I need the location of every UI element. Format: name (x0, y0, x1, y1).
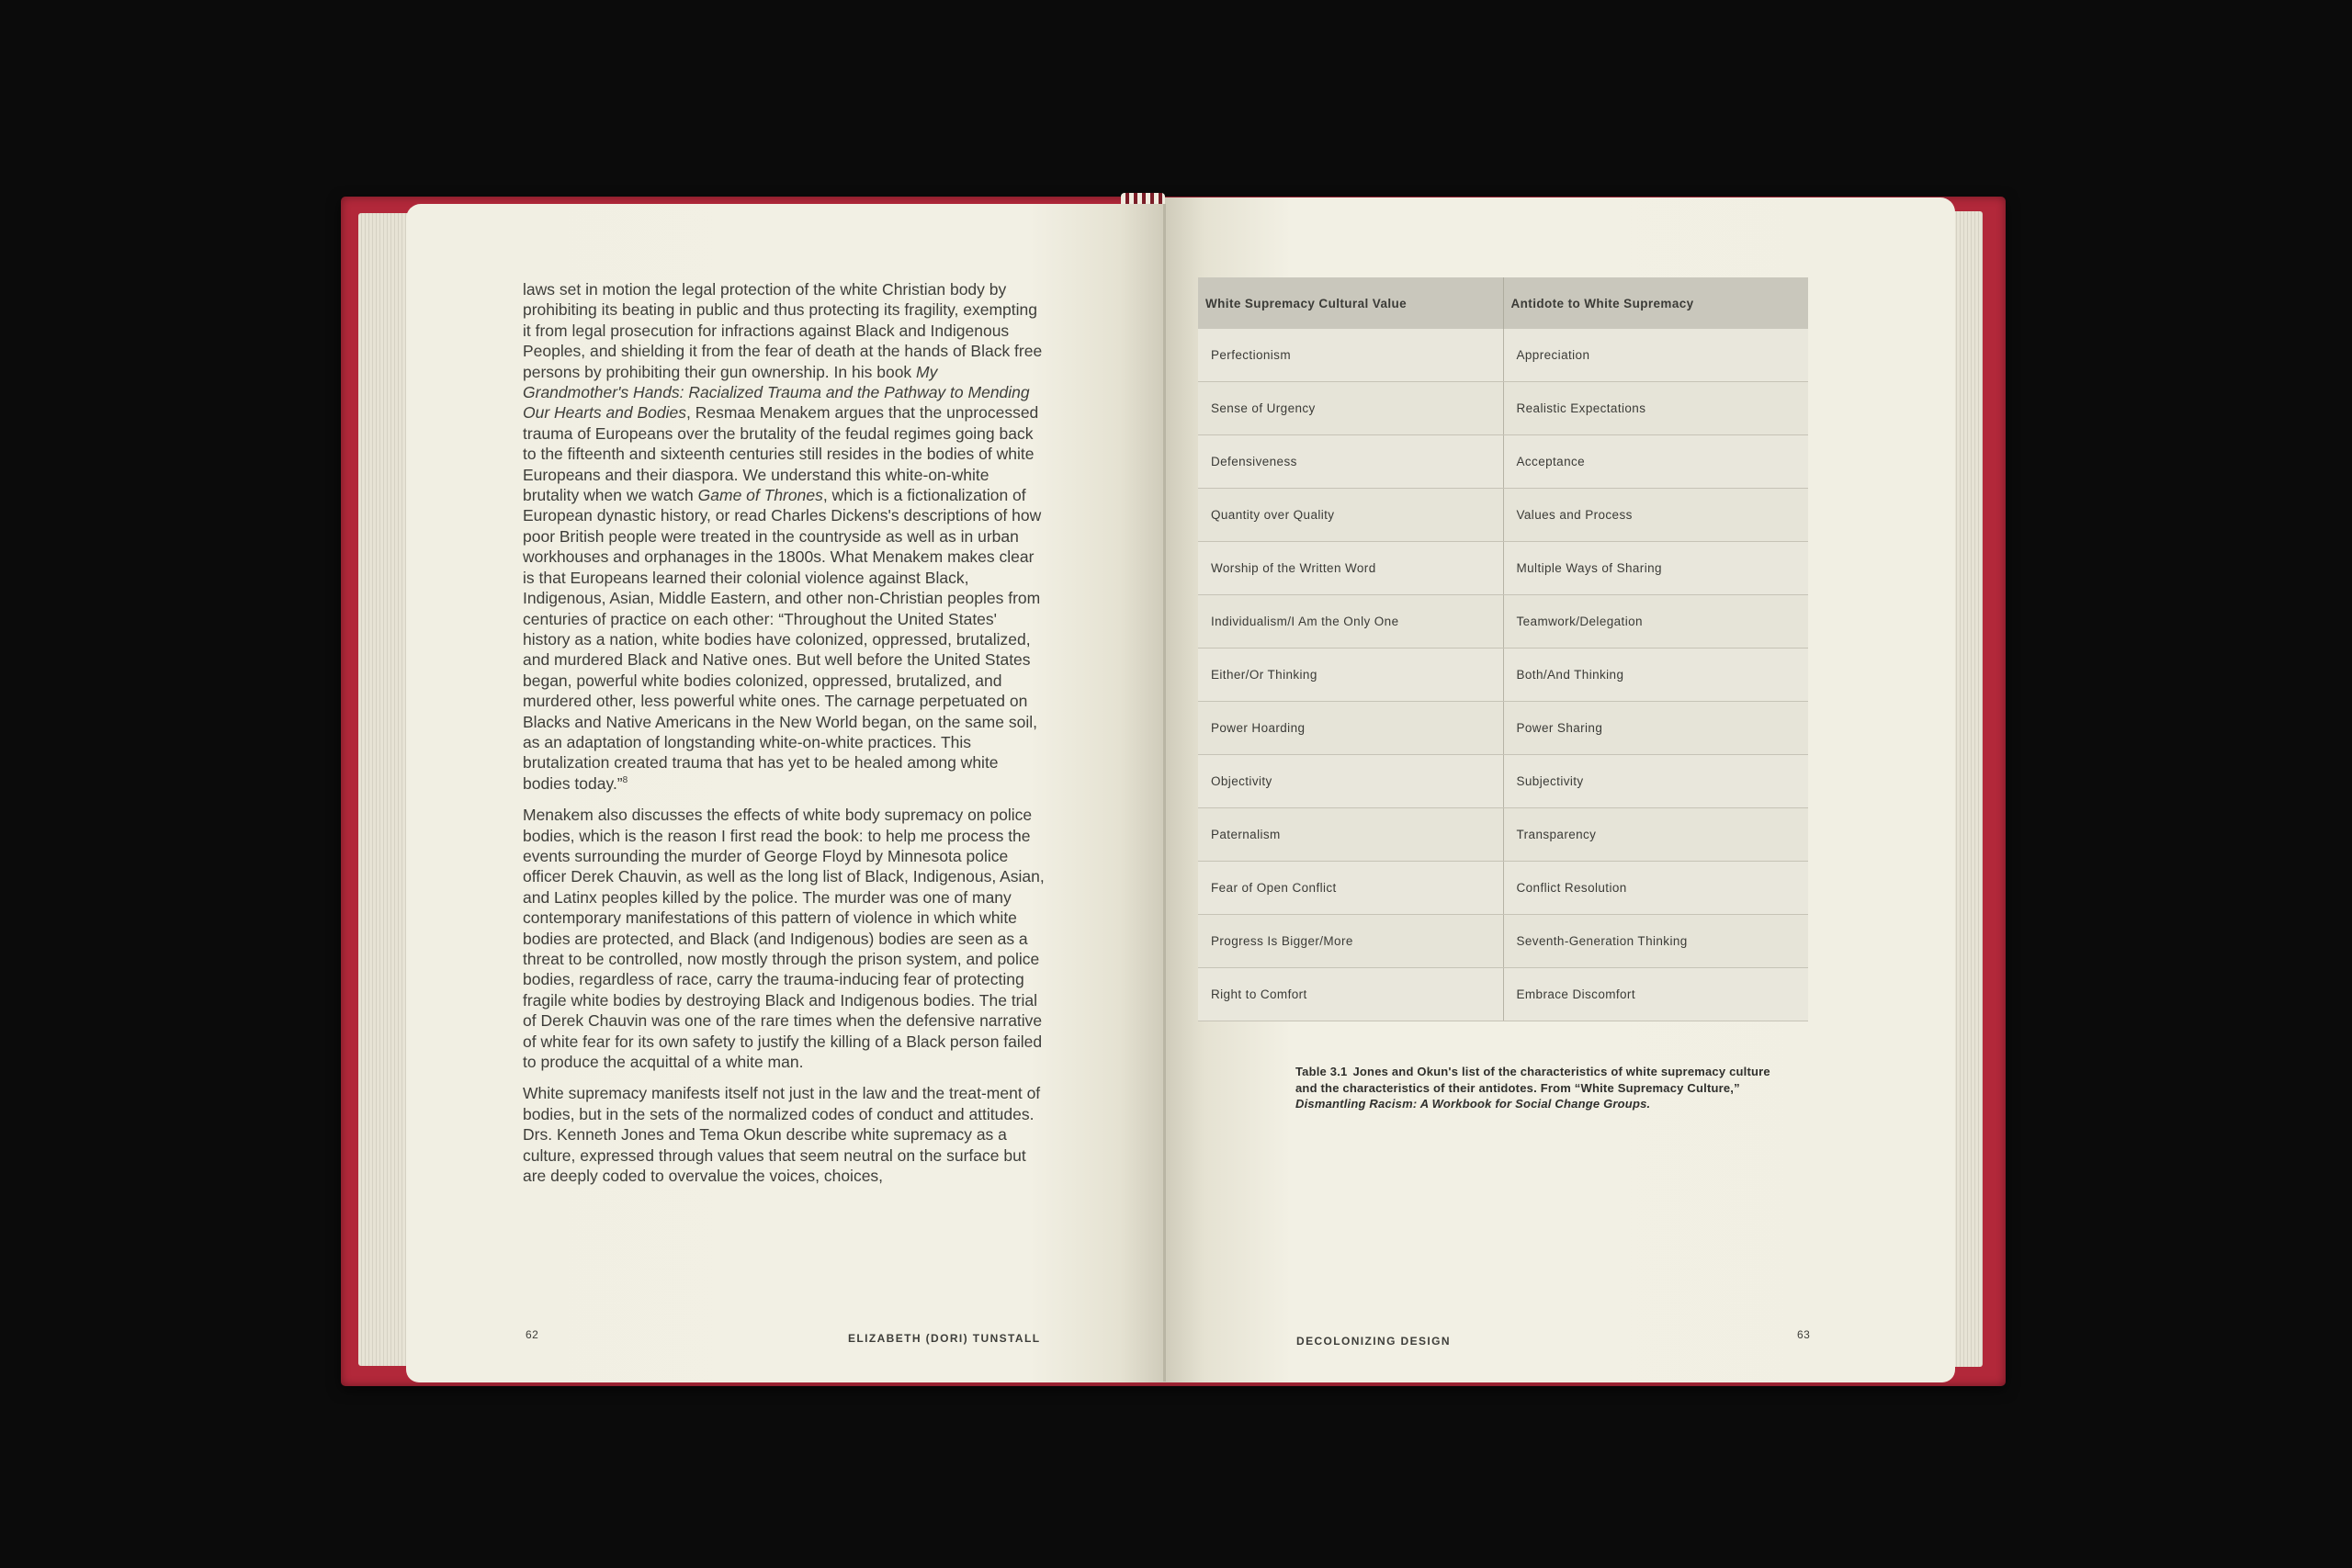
table-row (1198, 435, 1808, 489)
cell-cultural-value: Objectivity (1198, 755, 1503, 808)
table-row (1198, 862, 1808, 915)
cell-cultural-value: Perfectionism (1198, 329, 1503, 382)
table-row (1198, 542, 1808, 595)
cell-cultural-value: Defensiveness (1198, 435, 1503, 489)
cell-antidote: Both/And Thinking (1503, 649, 1808, 702)
cell-antidote: Realistic Expectations (1503, 382, 1808, 435)
cell-antidote: Transparency (1503, 808, 1808, 862)
cell-antidote: Values and Process (1503, 489, 1808, 542)
cell-antidote: Acceptance (1503, 435, 1808, 489)
cell-antidote: Conflict Resolution (1503, 862, 1808, 915)
show-title: Game of Thrones (697, 486, 823, 505)
cell-antidote: Power Sharing (1503, 702, 1808, 755)
cell-antidote: Multiple Ways of Sharing (1503, 542, 1808, 595)
cell-cultural-value: Worship of the Written Word (1198, 542, 1503, 595)
values-table (1198, 277, 1808, 1021)
cell-cultural-value: Either/Or Thinking (1198, 649, 1503, 702)
cell-cultural-value: Right to Comfort (1198, 968, 1503, 1021)
cell-cultural-value: Paternalism (1198, 808, 1503, 862)
table-row (1198, 489, 1808, 542)
table-row (1198, 755, 1808, 808)
table-row (1198, 968, 1808, 1021)
book-title: My Grandmother's Hands: Racialized Trauma and the Pathway to Mending Our Hearts and Bodies (523, 362, 1030, 423)
paragraph-3: White supremacy manifests itself not just in the law and the treat-ment of bodies, but in the sets of the normalized codes of conduct and attitudes. Drs. Kenneth Jones and Tema Okun describe white supremacy as a culture, expressed through values that seem neutral on the surface but are deeply coded to overvalue the voices, choices, (523, 1084, 1041, 1186)
cell-antidote: Subjectivity (1503, 755, 1808, 808)
running-head-right: DECOLONIZING DESIGN (1296, 1335, 1451, 1348)
cell-antidote: Appreciation (1503, 329, 1808, 382)
footnote-ref[interactable]: 8 (622, 774, 628, 785)
table-row (1198, 702, 1808, 755)
gutter (1163, 204, 1166, 1382)
table-row (1198, 595, 1808, 649)
paragraph-2: Menakem also discusses the effects of white body supremacy on police bodies, which is the reason I first read the book: to help me process the events surrounding the murder of George Floyd by Minnesota police officer Derek Chauvin, as well as the long list of Black, Indigenous, Asian, and Latinx peoples killed by the police. The murder was one of many contemporary manifestations of this pattern of violence in which white bodies are protected, and Black (and Indigenous) bodies are seen as a threat to be controlled, now mostly through the prison system, and police bodies, regardless of race, carry the trauma-inducing fear of protecting fragile white bodies by destroying Black and Indigenous bodies. The trial of Derek Chauvin was one of the rare times when the defensive narrative of white fear for its own safety to justify the killing of a Black person failed to produce the acquittal of a white man. (523, 806, 1045, 1072)
left-page-body (523, 279, 1046, 1197)
cell-cultural-value: Power Hoarding (1198, 702, 1503, 755)
table-caption (1295, 1064, 1792, 1112)
caption-source: Dismantling Racism: A Workbook for Social Change Groups. (1295, 1097, 1651, 1111)
table-row (1198, 329, 1808, 382)
table-row (1198, 915, 1808, 968)
caption-text: Jones and Okun's list of the characteristics of white supremacy culture and the characteristics of their antidotes. From “White Supremacy Culture,” (1295, 1065, 1770, 1095)
caption-label: Table 3.1 (1295, 1065, 1348, 1078)
table-row (1198, 382, 1808, 435)
cell-cultural-value: Quantity over Quality (1198, 489, 1503, 542)
cell-cultural-value: Individualism/I Am the Only One (1198, 595, 1503, 649)
cell-cultural-value: Sense of Urgency (1198, 382, 1503, 435)
paragraph-1: laws set in motion the legal protection of the white Christian body by prohibiting its beating in public and thus protecting its fragility, exempting it from legal prosecution for infractions against Black and Indigenous Peoples, and shielding it from the fear of death at the hands of Black free persons by prohibiting their gun ownership. In his book My Grandmother's Hands: Racialized Trauma and the Pathway to Mending Our Hearts and Bodies, Resmaa Menakem argues that the unprocessed trauma of Europeans over the brutality of the feudal regimes going back to the fifteenth and sixteenth centuries still resides in the bodies of white Europeans and their diaspora. We understand this white-on-white brutality when we watch Game of Thrones, which is a fictionalization of European dynastic history, or read Charles Dickens's descriptions of how poor British people were treated in the countryside as well as in urban workhouses and orphanages in the 1800s. What Menakem makes clear is that Europeans learned their colonial violence against Black, Indigenous, Asian, Middle Eastern, and other non-Christian peoples from centuries of practice on each other: “Throughout the United States' history as a nation, white bodies have colonized, oppressed, brutalized, and murdered Black and Native ones. But well before the United States began, powerful white bodies colonized, oppressed, brutalized, and murdered other, less powerful white ones. The carnage perpetuated on Blacks and Native Americans in the New World began, on the same soil, as an adaptation of longstanding white-on-white practices. This brutalization created trauma that has yet to be healed among white bodies today.”$^8$ (523, 280, 1043, 793)
cell-antidote: Seventh-Generation Thinking (1503, 915, 1808, 968)
table-row (1198, 808, 1808, 862)
running-head-left: ELIZABETH (DORI) TUNSTALL (848, 1332, 1041, 1345)
column-header-antidote: Antidote to White Supremacy (1503, 277, 1808, 329)
cell-cultural-value: Fear of Open Conflict (1198, 862, 1503, 915)
page-number-right: 63 (1797, 1328, 1811, 1341)
table-row (1198, 649, 1808, 702)
table-header-row (1198, 277, 1808, 329)
column-header-value: White Supremacy Cultural Value (1198, 277, 1503, 329)
cell-antidote: Embrace Discomfort (1503, 968, 1808, 1021)
cell-antidote: Teamwork/Delegation (1503, 595, 1808, 649)
cell-cultural-value: Progress Is Bigger/More (1198, 915, 1503, 968)
page-number-left: 62 (526, 1328, 539, 1341)
